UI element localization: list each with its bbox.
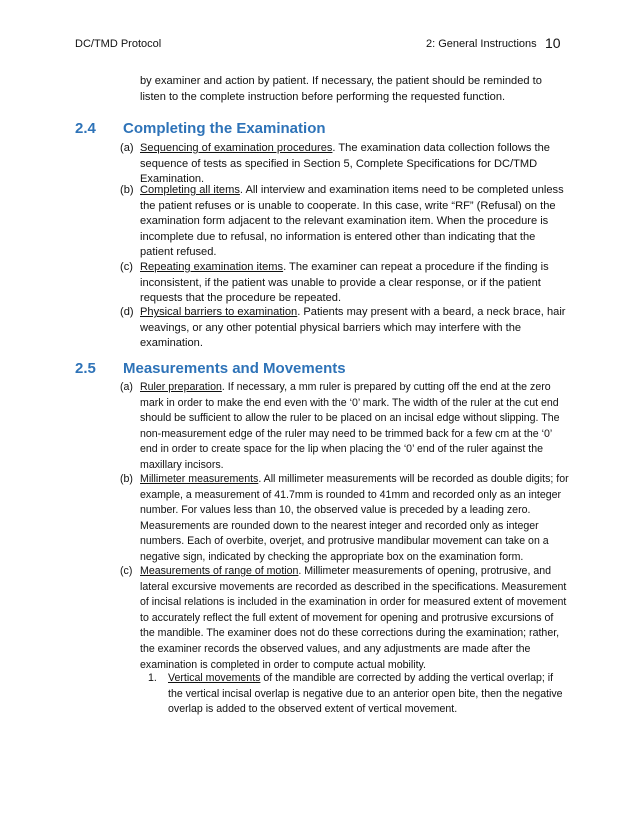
item-term: Ruler preparation — [140, 381, 222, 393]
item-term: Millimeter measurements — [140, 473, 259, 485]
item-text: Repeating examination items. The examiner can repeat a procedure if the finding is inconsistent, if the patient was unable to provide a clear response, or if the patient requests that the procedure be repeated. — [140, 261, 549, 305]
item-text: Completing all items. All interview and examination items need to be completed unless the patient refuses or is unable to cooperate. In this case, write “RF” (Refusal) on the examination form adjacent to the relevant examination item. When the procedure is incomplete due to refusal, no information is entered other than indicating that the patient refused. — [140, 184, 564, 259]
page-number: 10 — [545, 35, 561, 51]
item-label: (d) — [120, 306, 134, 318]
item-text: Sequencing of examination procedures. The examination data collection follows the sequence of tests as specified in Section 5, Complete Specifications for DC/TMD Examination. — [140, 142, 550, 186]
item-term: Completing all items — [140, 184, 240, 196]
section-title: Measurements and Movements — [123, 360, 346, 377]
item-term: Vertical movements — [168, 672, 261, 684]
header-section: 2: General Instructions — [426, 38, 537, 50]
item-label: (b) — [120, 473, 133, 485]
section-heading-2-5 — [75, 360, 346, 377]
item-label: (b) — [120, 184, 134, 196]
section-title: Completing the Examination — [123, 120, 326, 137]
item-label: (a) — [120, 381, 133, 393]
item-term: Repeating examination items — [140, 261, 284, 273]
item-text: Physical barriers to examination. Patients may present with a beard, a neck brace, hair weavings, or any other potential physical barriers which may interfere with the examination. — [140, 306, 566, 350]
sub-item-label: 1. — [148, 672, 157, 684]
item-label: (a) — [120, 142, 134, 154]
sub-item-text: Vertical movements of the mandible are corrected by adding the vertical overlap; if the vertical incisal overlap is negative due to an anterior open bite, then the negative overlap is added to the observed extent of vertical movement. — [168, 672, 563, 716]
item-text: Millimeter measurements. All millimeter measurements will be recorded as double digits; for example, a measurement of 41.7mm is rounded to 41mm and recorded only as an integer number. For values less than 10, the observed value is preceded by a leading zero. Measurements are rounded down to the nearest integer and recorded only as integer numbers. Each of overbite, overjet, and protrusive mandibular movement can take on a negative sign, indicated by checking the appropriate box on the examination form. — [140, 473, 569, 563]
intro-paragraph: by examiner and action by patient. If necessary, the patient should be reminded to listen to the complete instruction before performing the requested function. — [140, 75, 542, 103]
item-text: Measurements of range of motion. Millimeter measurements of opening, protrusive, and lateral excursive movements are recorded as described in the specifications. Measurement of incisal relations is included in the examination in order for measured extent of movement to accurately reflect the full extent of movement for opening and protrusive excursions of the mandible. The examiner does not do these corrections during the examination; rather, the examiner records the observed values, and any adjustments are made after the examination is completed in order to compute actual mobility. — [140, 565, 567, 671]
item-term: Sequencing of examination procedures — [140, 142, 333, 154]
section-number: 2.5 — [75, 360, 96, 377]
section-heading-2-4 — [75, 120, 326, 137]
section-number: 2.4 — [75, 120, 96, 137]
item-term: Measurements of range of motion — [140, 565, 299, 577]
item-label: (c) — [120, 261, 133, 273]
item-text: Ruler preparation. If necessary, a mm ruler is prepared by cutting off the end at the zero mark in order to make the end even with the ‘0’ mark. The width of the ruler at the cut end should be sufficient to allow the ruler to be placed on an incisal edge without slipping. The non-measurement edge of the ruler may need to be trimmed back for a few cm at the ‘0’ end in order to create space for the lip when placing the ‘0’ end of the ruler against the maxillary incisors. — [140, 381, 560, 471]
item-label: (c) — [120, 565, 133, 577]
item-term: Physical barriers to examination — [140, 306, 298, 318]
header-left: DC/TMD Protocol — [75, 38, 162, 50]
